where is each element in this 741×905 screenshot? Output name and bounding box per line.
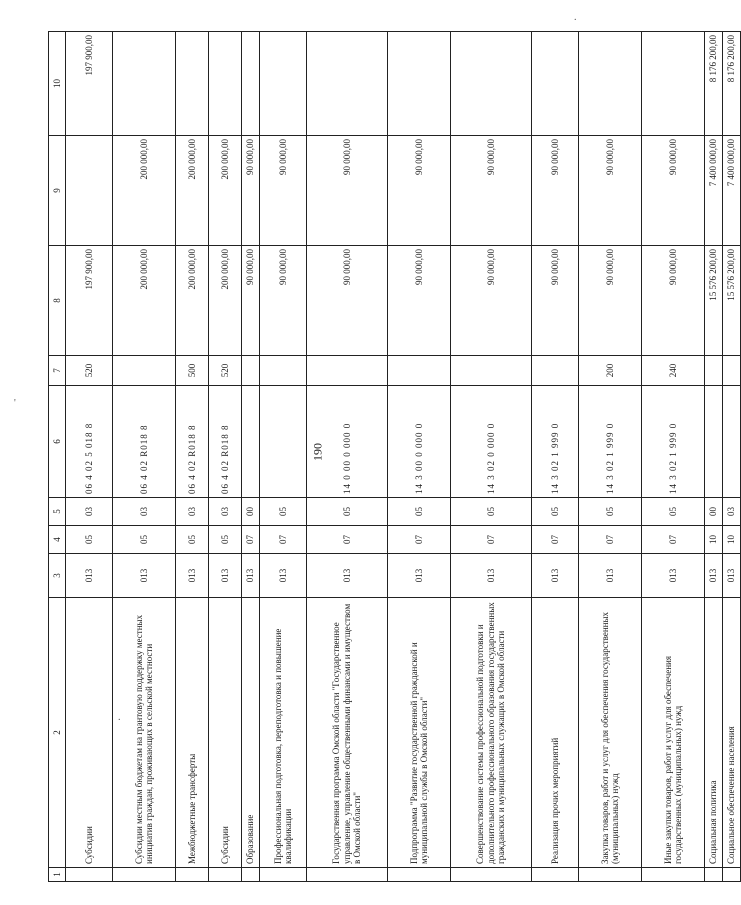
row-number-cell bbox=[642, 868, 705, 882]
row-name-cell: Социальная политика bbox=[705, 598, 723, 868]
expense-type-cell bbox=[260, 356, 307, 386]
amount-cell: 200 000,00 bbox=[113, 136, 176, 246]
section-code-cell: 07 bbox=[451, 526, 532, 554]
ministry-code-cell: 013 bbox=[532, 554, 579, 598]
table-row bbox=[176, 32, 209, 882]
header-cell: 6 bbox=[49, 386, 66, 498]
amount-cell: 200 000,00 bbox=[209, 136, 242, 246]
header-cell: 8 bbox=[49, 246, 66, 356]
subsection-code-cell: 05 bbox=[579, 498, 642, 526]
expense-type-cell bbox=[723, 356, 741, 386]
target-article-cell bbox=[723, 386, 741, 498]
target-article-cell: 14 3 02 1 999 0 bbox=[579, 386, 642, 498]
table-row bbox=[209, 32, 242, 882]
ministry-code-cell: 013 bbox=[113, 554, 176, 598]
section-code-cell: 10 bbox=[723, 526, 741, 554]
section-code-cell: 10 bbox=[705, 526, 723, 554]
budget-table bbox=[48, 31, 741, 882]
row-name-cell: Реализация прочих мероприятий bbox=[532, 598, 579, 868]
table-row bbox=[113, 32, 176, 882]
expense-type-cell bbox=[532, 356, 579, 386]
subsection-code-cell: 05 bbox=[532, 498, 579, 526]
total-amount-cell: 90 000,00 bbox=[388, 246, 451, 356]
target-article-cell: 14 0 00 0 000 0 bbox=[307, 386, 388, 498]
expense-type-cell bbox=[705, 356, 723, 386]
expense-type-cell: 520 bbox=[209, 356, 242, 386]
table-row bbox=[242, 32, 260, 882]
subsection-code-cell: 03 bbox=[209, 498, 242, 526]
total-amount-cell: 197 900,00 bbox=[66, 246, 113, 356]
subsection-code-cell: 00 bbox=[242, 498, 260, 526]
amount-cell: 90 000,00 bbox=[307, 136, 388, 246]
row-number-cell bbox=[66, 868, 113, 882]
section-code-cell: 07 bbox=[242, 526, 260, 554]
amount-cell bbox=[242, 32, 260, 136]
stray-mark: ' bbox=[14, 398, 16, 409]
amount-cell: 90 000,00 bbox=[260, 136, 307, 246]
table-row bbox=[307, 32, 388, 882]
amount-cell: 90 000,00 bbox=[388, 136, 451, 246]
total-amount-cell: 90 000,00 bbox=[451, 246, 532, 356]
section-code-cell: 07 bbox=[388, 526, 451, 554]
row-number-cell bbox=[532, 868, 579, 882]
target-article-cell bbox=[260, 386, 307, 498]
subsection-code-cell: 03 bbox=[176, 498, 209, 526]
subsection-code-cell: 03 bbox=[66, 498, 113, 526]
target-article-cell: 14 3 02 1 999 0 bbox=[642, 386, 705, 498]
amount-cell: 90 000,00 bbox=[642, 136, 705, 246]
amount-cell: 90 000,00 bbox=[242, 136, 260, 246]
row-name-cell: Межбюджетные трансферты bbox=[176, 598, 209, 868]
stray-mark: . bbox=[574, 12, 577, 23]
total-amount-cell: 90 000,00 bbox=[532, 246, 579, 356]
amount-cell bbox=[451, 32, 532, 136]
target-article-cell: 14 3 02 0 000 0 bbox=[451, 386, 532, 498]
section-code-cell: 05 bbox=[66, 526, 113, 554]
section-code-cell: 05 bbox=[113, 526, 176, 554]
row-name-cell: Субсидии bbox=[209, 598, 242, 868]
table-row bbox=[388, 32, 451, 882]
expense-type-cell bbox=[242, 356, 260, 386]
total-amount-cell: 90 000,00 bbox=[307, 246, 388, 356]
total-amount-cell: 90 000,00 bbox=[260, 246, 307, 356]
amount-cell bbox=[579, 32, 642, 136]
stray-mark: . bbox=[118, 712, 121, 723]
amount-cell bbox=[642, 32, 705, 136]
page-number: 190 bbox=[310, 443, 325, 461]
expense-type-cell bbox=[451, 356, 532, 386]
table-row bbox=[579, 32, 642, 882]
header-cell: 7 bbox=[49, 356, 66, 386]
expense-type-cell: 240 bbox=[642, 356, 705, 386]
amount-cell bbox=[113, 32, 176, 136]
subsection-code-cell: 05 bbox=[642, 498, 705, 526]
row-number-cell bbox=[451, 868, 532, 882]
section-code-cell: 07 bbox=[307, 526, 388, 554]
row-name-cell: Закупка товаров, работ и услуг для обеспечения государственных (муниципальных) нужд bbox=[579, 598, 642, 868]
expense-type-cell: 520 bbox=[66, 356, 113, 386]
table-row bbox=[705, 32, 723, 882]
row-number-cell bbox=[723, 868, 741, 882]
amount-cell bbox=[209, 32, 242, 136]
row-number-cell bbox=[209, 868, 242, 882]
row-number-cell bbox=[260, 868, 307, 882]
amount-cell: 8 176 200,00 bbox=[723, 32, 741, 136]
budget-table-rotated bbox=[48, 32, 737, 882]
header-cell: 4 bbox=[49, 526, 66, 554]
subsection-code-cell: 05 bbox=[307, 498, 388, 526]
amount-cell: 90 000,00 bbox=[451, 136, 532, 246]
row-number-cell bbox=[705, 868, 723, 882]
subsection-code-cell: 05 bbox=[388, 498, 451, 526]
amount-cell bbox=[532, 32, 579, 136]
target-article-cell: 14 3 02 1 999 0 bbox=[532, 386, 579, 498]
expense-type-cell bbox=[307, 356, 388, 386]
table-row bbox=[642, 32, 705, 882]
table-row bbox=[532, 32, 579, 882]
amount-cell bbox=[176, 32, 209, 136]
subsection-code-cell: 03 bbox=[113, 498, 176, 526]
header-cell: 2 bbox=[49, 598, 66, 868]
amount-cell: 200 000,00 bbox=[176, 136, 209, 246]
row-name-cell: Подпрограмма "Развитие государственной гражданской и муниципальной службы в Омской области" bbox=[388, 598, 451, 868]
ministry-code-cell: 013 bbox=[705, 554, 723, 598]
total-amount-cell: 200 000,00 bbox=[113, 246, 176, 356]
expense-type-cell: 200 bbox=[579, 356, 642, 386]
amount-cell: 7 400 000,00 bbox=[705, 136, 723, 246]
target-article-cell: 06 4 02 R018 8 bbox=[113, 386, 176, 498]
ministry-code-cell: 013 bbox=[66, 554, 113, 598]
expense-type-cell bbox=[113, 356, 176, 386]
section-code-cell: 07 bbox=[579, 526, 642, 554]
amount-cell: 8 176 200,00 bbox=[705, 32, 723, 136]
target-article-cell: 06 4 02 R018 8 bbox=[209, 386, 242, 498]
ministry-code-cell: 013 bbox=[388, 554, 451, 598]
header-cell: 5 bbox=[49, 498, 66, 526]
row-name-cell: Социальное обеспечение населения bbox=[723, 598, 741, 868]
row-name-cell: Иные закупки товаров, работ и услуг для обеспечения государственных (муниципальных) нужд bbox=[642, 598, 705, 868]
row-name-cell: Субсидии bbox=[66, 598, 113, 868]
amount-cell: 197 900,00 bbox=[66, 32, 113, 136]
target-article-cell: 06 4 02 5 018 8 bbox=[66, 386, 113, 498]
subsection-code-cell: 05 bbox=[260, 498, 307, 526]
table-row bbox=[260, 32, 307, 882]
ministry-code-cell: 013 bbox=[307, 554, 388, 598]
amount-cell bbox=[307, 32, 388, 136]
row-name-cell: Образование bbox=[242, 598, 260, 868]
total-amount-cell: 15 576 200,00 bbox=[723, 246, 741, 356]
row-name-cell: Субсидии местным бюджетам на грантовую поддержку местных инициатив граждан, проживающих в сельской местности bbox=[113, 598, 176, 868]
section-code-cell: 05 bbox=[176, 526, 209, 554]
ministry-code-cell: 013 bbox=[209, 554, 242, 598]
total-amount-cell: 90 000,00 bbox=[242, 246, 260, 356]
target-article-cell bbox=[705, 386, 723, 498]
header-cell: 10 bbox=[49, 32, 66, 136]
header-cell: 3 bbox=[49, 554, 66, 598]
amount-cell: 90 000,00 bbox=[579, 136, 642, 246]
ministry-code-cell: 013 bbox=[723, 554, 741, 598]
table-row bbox=[66, 32, 113, 882]
section-code-cell: 05 bbox=[209, 526, 242, 554]
table-header-row bbox=[49, 32, 66, 882]
total-amount-cell: 200 000,00 bbox=[209, 246, 242, 356]
table-row bbox=[723, 32, 741, 882]
section-code-cell: 07 bbox=[642, 526, 705, 554]
ministry-code-cell: 013 bbox=[242, 554, 260, 598]
ministry-code-cell: 013 bbox=[642, 554, 705, 598]
total-amount-cell: 90 000,00 bbox=[642, 246, 705, 356]
header-cell: 1 bbox=[49, 868, 66, 882]
row-name-cell: Совершенствование системы профессиональной подготовки и дополнительного профессионального образования государственных гражданских и муниципальных служащих в Омской области bbox=[451, 598, 532, 868]
row-name-cell: Профессиональная подготовка, переподготовка и повышение квалификации bbox=[260, 598, 307, 868]
amount-cell bbox=[260, 32, 307, 136]
row-number-cell bbox=[307, 868, 388, 882]
row-number-cell bbox=[579, 868, 642, 882]
table-row bbox=[451, 32, 532, 882]
target-article-cell: 14 3 00 0 000 0 bbox=[388, 386, 451, 498]
total-amount-cell: 90 000,00 bbox=[579, 246, 642, 356]
section-code-cell: 07 bbox=[532, 526, 579, 554]
total-amount-cell: 200 000,00 bbox=[176, 246, 209, 356]
target-article-cell bbox=[242, 386, 260, 498]
total-amount-cell: 15 576 200,00 bbox=[705, 246, 723, 356]
row-name-cell: Государственная программа Омской области "Государственное управление, управление общественными финансами и имуществом в Омской области" bbox=[307, 598, 388, 868]
row-number-cell bbox=[113, 868, 176, 882]
ministry-code-cell: 013 bbox=[260, 554, 307, 598]
ministry-code-cell: 013 bbox=[451, 554, 532, 598]
subsection-code-cell: 00 bbox=[705, 498, 723, 526]
ministry-code-cell: 013 bbox=[176, 554, 209, 598]
amount-cell bbox=[66, 136, 113, 246]
row-number-cell bbox=[242, 868, 260, 882]
target-article-cell: 06 4 02 R018 8 bbox=[176, 386, 209, 498]
expense-type-cell: 500 bbox=[176, 356, 209, 386]
subsection-code-cell: 03 bbox=[723, 498, 741, 526]
section-code-cell: 07 bbox=[260, 526, 307, 554]
row-number-cell bbox=[388, 868, 451, 882]
row-number-cell bbox=[176, 868, 209, 882]
expense-type-cell bbox=[388, 356, 451, 386]
header-cell: 9 bbox=[49, 136, 66, 246]
subsection-code-cell: 05 bbox=[451, 498, 532, 526]
amount-cell: 7 400 000,00 bbox=[723, 136, 741, 246]
amount-cell bbox=[388, 32, 451, 136]
ministry-code-cell: 013 bbox=[579, 554, 642, 598]
amount-cell: 90 000,00 bbox=[532, 136, 579, 246]
